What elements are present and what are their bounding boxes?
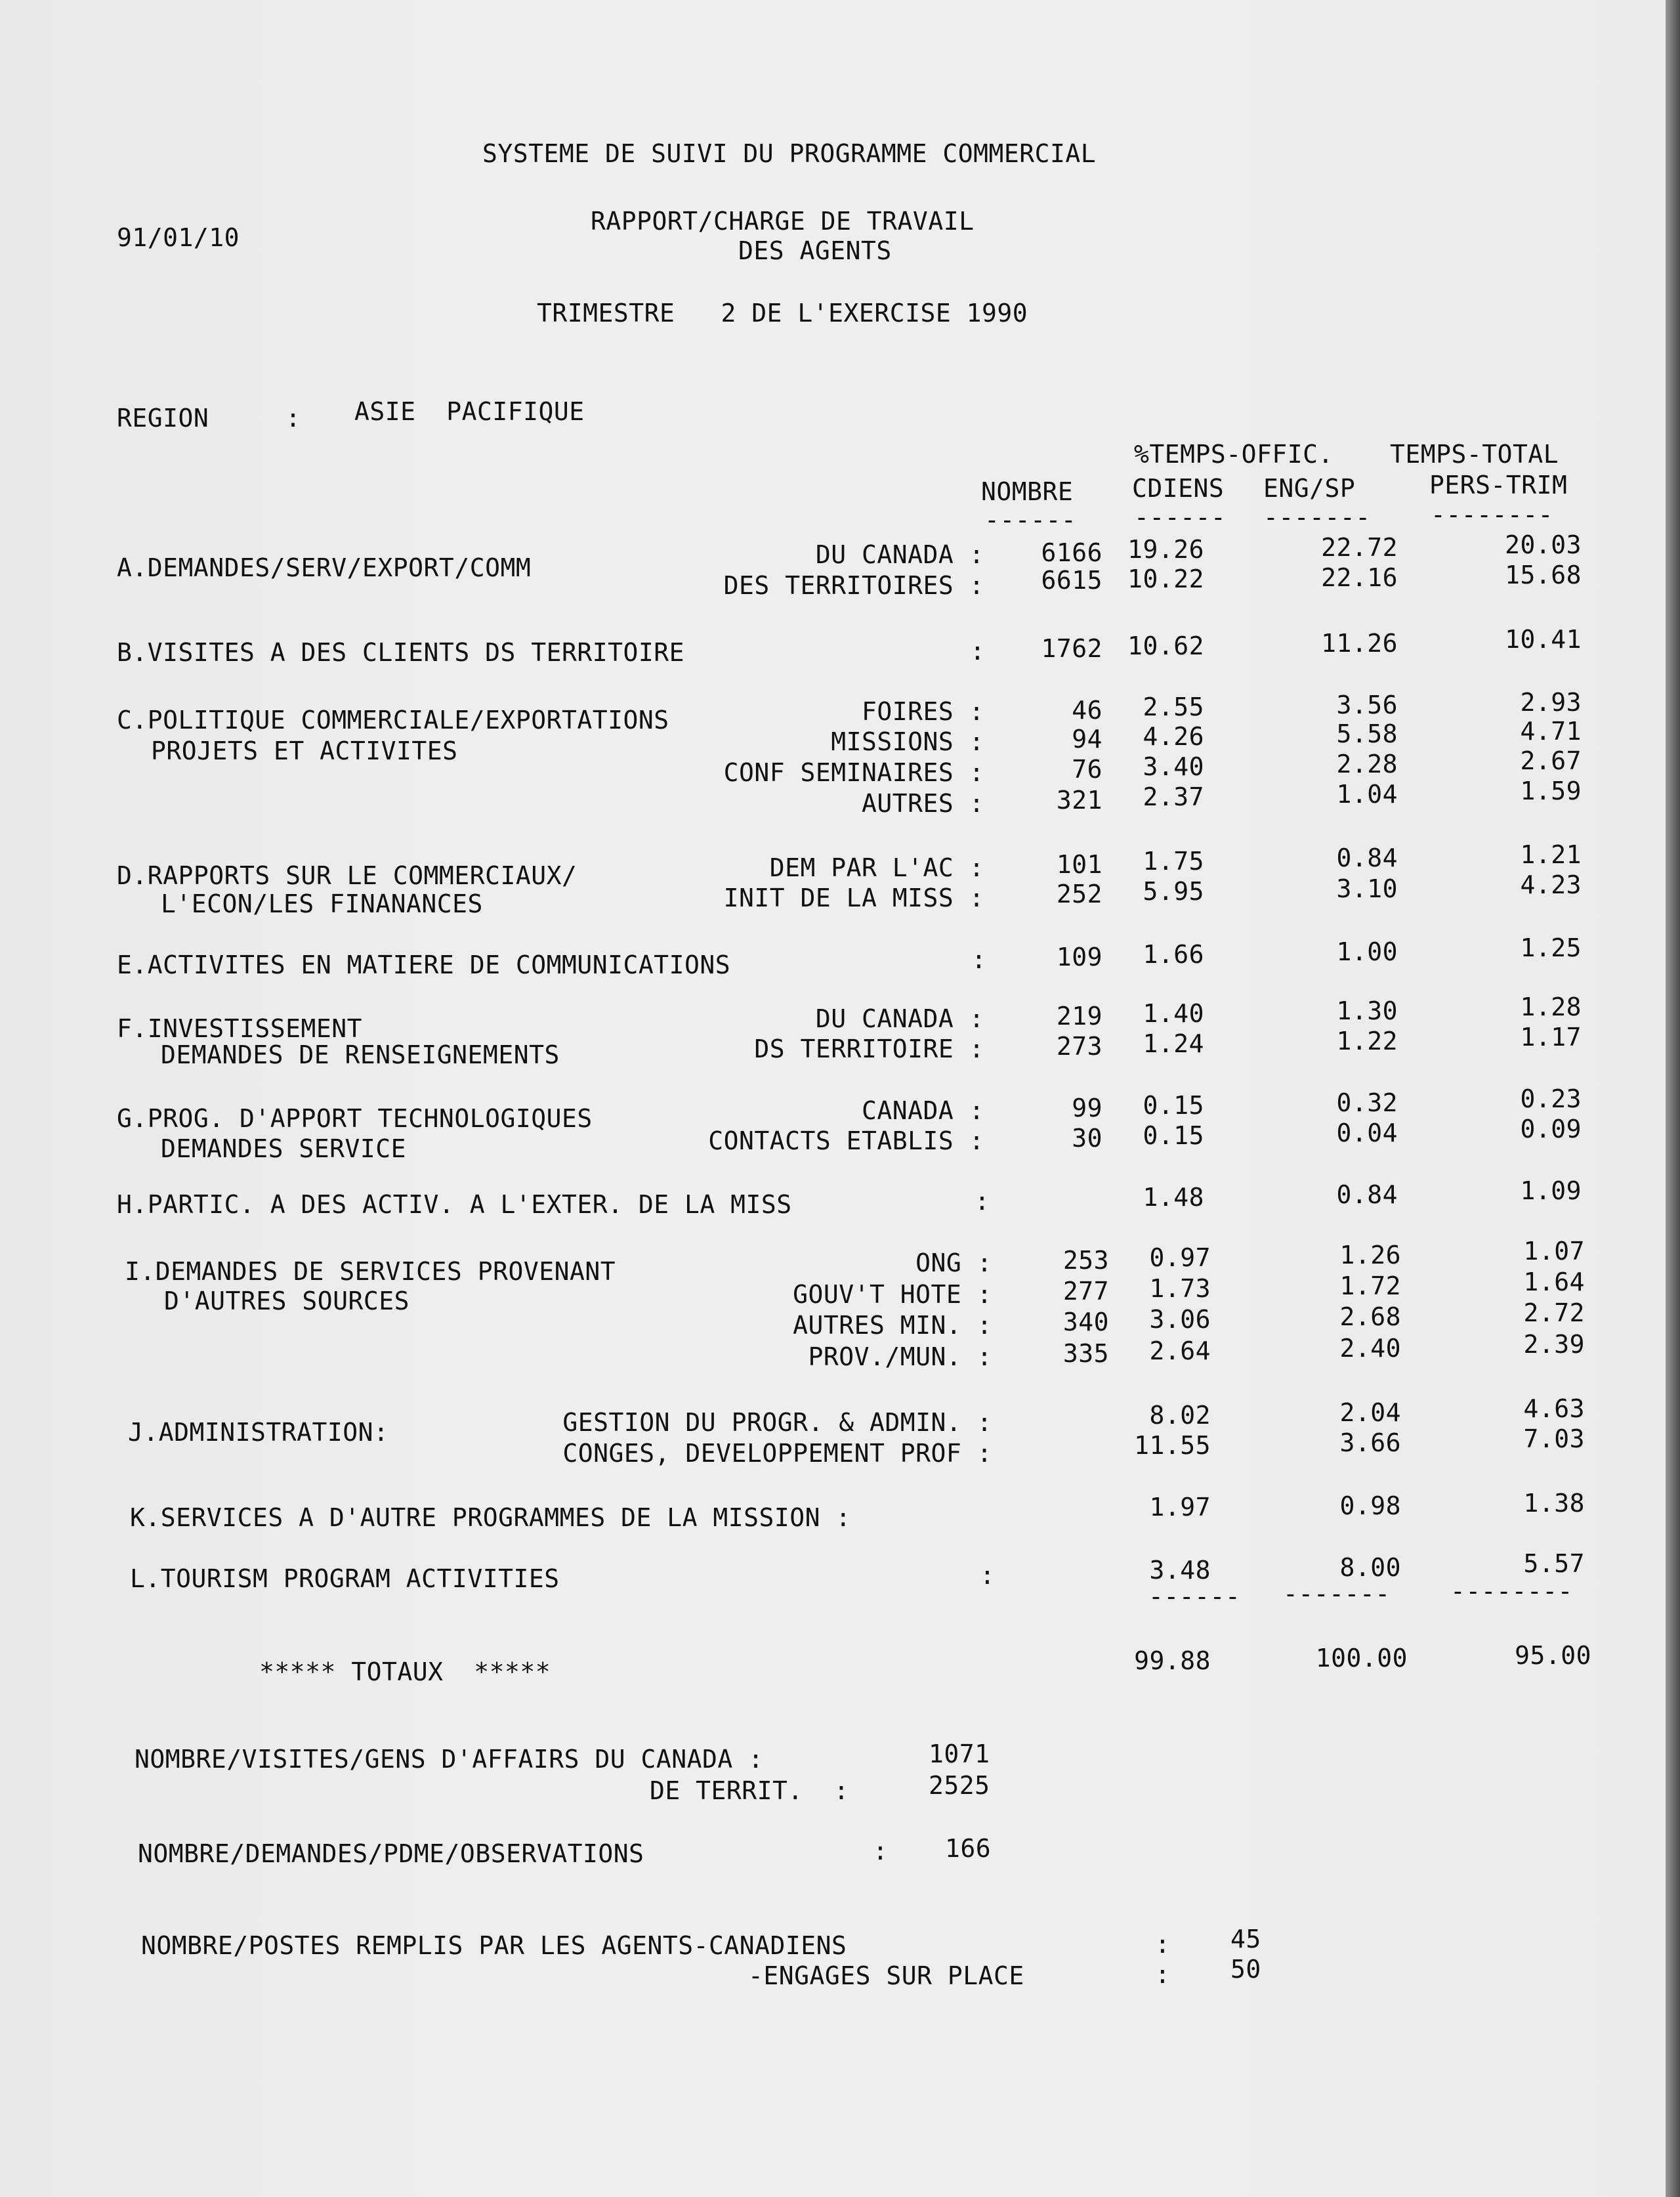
cell-engsp: 3.56 bbox=[1336, 691, 1398, 719]
cell-cdiens: 0.15 bbox=[1143, 1121, 1204, 1150]
cell-cdiens: 10.22 bbox=[1127, 565, 1204, 593]
cell-nombre: 6166 bbox=[1041, 538, 1102, 567]
cell-engsp: 1.30 bbox=[1336, 996, 1398, 1025]
cell-engsp: 0.84 bbox=[1336, 843, 1398, 872]
col-rule-total: -------- bbox=[1431, 500, 1554, 529]
cell-engsp: 2.40 bbox=[1339, 1334, 1401, 1363]
cell-total: 4.71 bbox=[1520, 717, 1582, 746]
cell-engsp: 22.16 bbox=[1321, 563, 1398, 592]
cell-total: 1.28 bbox=[1520, 992, 1582, 1021]
cell-engsp: 2.68 bbox=[1339, 1302, 1401, 1331]
cell-engsp: 1.22 bbox=[1336, 1027, 1398, 1056]
cell-nombre: 6615 bbox=[1041, 566, 1102, 595]
col-rule-nombre: ------ bbox=[984, 505, 1077, 534]
cell-engsp: 1.00 bbox=[1336, 937, 1398, 966]
row-label: PROV./MUN. : bbox=[808, 1342, 992, 1371]
cell-total: 1.21 bbox=[1520, 840, 1582, 869]
footer-postes-value: 45 bbox=[1230, 1925, 1261, 1953]
cell-nombre: 101 bbox=[1056, 850, 1102, 879]
row-label: FOIRES : bbox=[861, 697, 984, 726]
row-label: INIT DE LA MISS : bbox=[723, 884, 984, 912]
cell-nombre: 46 bbox=[1072, 696, 1102, 725]
cell-engsp: 3.66 bbox=[1339, 1428, 1401, 1457]
section-l-title: L.TOURISM PROGRAM ACTIVITIES bbox=[130, 1564, 560, 1593]
cell-cdiens: 1.40 bbox=[1143, 999, 1204, 1028]
totals-cdiens: 99.88 bbox=[1134, 1646, 1211, 1675]
footer-visits-value: 1071 bbox=[929, 1739, 990, 1768]
region-value: ASIE PACIFIQUE bbox=[354, 397, 585, 426]
row-label: AUTRES MIN. : bbox=[793, 1311, 992, 1340]
row-label: DEM PAR L'AC : bbox=[769, 853, 984, 882]
cell-cdiens: 3.48 bbox=[1149, 1556, 1211, 1585]
cell-total: 10.41 bbox=[1505, 625, 1582, 654]
totals-rule-engsp: ------- bbox=[1283, 1579, 1391, 1608]
region-label: REGION : bbox=[117, 404, 301, 433]
cell-nombre: 219 bbox=[1056, 1002, 1102, 1031]
cell-cdiens: 2.37 bbox=[1143, 782, 1204, 811]
cell-cdiens: 11.55 bbox=[1134, 1431, 1211, 1460]
row-label: CONGES, DEVELOPPEMENT PROF : bbox=[562, 1439, 992, 1468]
totals-engsp: 100.00 bbox=[1315, 1644, 1408, 1673]
cell-engsp: 5.58 bbox=[1336, 719, 1398, 748]
cell-cdiens: 1.75 bbox=[1143, 847, 1204, 876]
cell-cdiens: 3.06 bbox=[1149, 1305, 1211, 1334]
section-a-title: A.DEMANDES/SERV/EXPORT/COMM bbox=[117, 553, 532, 582]
section-c-subtitle: PROJETS ET ACTIVITES bbox=[151, 736, 458, 765]
row-label: DU CANADA : bbox=[815, 1004, 984, 1033]
cell-nombre: 321 bbox=[1056, 786, 1102, 815]
cell-total: 1.38 bbox=[1523, 1489, 1585, 1518]
cell-total: 1.25 bbox=[1520, 933, 1582, 962]
cell-nombre: 340 bbox=[1062, 1308, 1109, 1336]
cell-cdiens: 1.48 bbox=[1143, 1183, 1204, 1212]
section-i-subtitle: D'AUTRES SOURCES bbox=[164, 1287, 410, 1315]
footer-engages-colon: : bbox=[1155, 1960, 1171, 1989]
col-header-total-bot: PERS-TRIM bbox=[1429, 471, 1568, 500]
cell-total: 1.59 bbox=[1520, 777, 1582, 805]
cell-nombre: 76 bbox=[1072, 755, 1102, 784]
cell-cdiens: 0.15 bbox=[1143, 1091, 1204, 1120]
totals-total: 95.00 bbox=[1515, 1641, 1591, 1670]
report-title: SYSTEME DE SUIVI DU PROGRAMME COMMERCIAL bbox=[482, 139, 1097, 168]
cell-nombre: 1762 bbox=[1041, 634, 1102, 663]
cell-cdiens: 8.02 bbox=[1149, 1401, 1211, 1430]
section-b-title: B.VISITES A DES CLIENTS DS TERRITOIRE bbox=[117, 638, 684, 667]
row-label: ONG : bbox=[915, 1248, 992, 1277]
cell-total: 5.57 bbox=[1523, 1549, 1585, 1578]
section-g-title: G.PROG. D'APPORT TECHNOLOGIQUES bbox=[117, 1104, 593, 1133]
row-label: : bbox=[971, 945, 987, 974]
cell-cdiens: 1.24 bbox=[1143, 1029, 1204, 1058]
footer-territ-value: 2525 bbox=[929, 1771, 990, 1800]
cell-nombre: 335 bbox=[1062, 1339, 1109, 1368]
cell-engsp: 0.84 bbox=[1336, 1180, 1398, 1209]
footer-postes-colon: : bbox=[1155, 1930, 1171, 1959]
cell-cdiens: 1.73 bbox=[1149, 1274, 1211, 1303]
cell-total: 20.03 bbox=[1505, 530, 1582, 559]
row-label: DS TERRITOIRE : bbox=[754, 1035, 984, 1063]
footer-engages-label: -ENGAGES SUR PLACE bbox=[748, 1961, 1024, 1990]
cell-total: 1.09 bbox=[1520, 1176, 1582, 1205]
section-k-title: K.SERVICES A D'AUTRE PROGRAMMES DE LA MISSION : bbox=[130, 1503, 851, 1532]
row-label: : bbox=[970, 637, 986, 666]
report-subtitle-1: RAPPORT/CHARGE DE TRAVAIL bbox=[591, 207, 975, 236]
cell-total: 1.17 bbox=[1520, 1023, 1582, 1052]
cell-nombre: 277 bbox=[1062, 1277, 1109, 1306]
section-c-title: C.POLITIQUE COMMERCIALE/EXPORTATIONS bbox=[117, 706, 669, 735]
cell-total: 4.63 bbox=[1523, 1394, 1585, 1423]
cell-cdiens: 19.26 bbox=[1127, 535, 1204, 564]
footer-pdme-label: NOMBRE/DEMANDES/PDME/OBSERVATIONS bbox=[138, 1839, 644, 1868]
row-label: GOUV'T HOTE : bbox=[793, 1280, 992, 1309]
cell-cdiens: 1.97 bbox=[1149, 1493, 1211, 1522]
section-f-subtitle: DEMANDES DE RENSEIGNEMENTS bbox=[161, 1040, 560, 1069]
cell-total: 0.09 bbox=[1520, 1115, 1582, 1143]
footer-visits-label: NOMBRE/VISITES/GENS D'AFFAIRS DU CANADA : bbox=[135, 1745, 764, 1774]
section-f-title: F.INVESTISSEMENT bbox=[117, 1014, 363, 1043]
cell-nombre: 94 bbox=[1072, 725, 1102, 754]
row-label: MISSIONS : bbox=[831, 727, 984, 756]
footer-territ-label: DE TERRIT. : bbox=[650, 1776, 849, 1805]
section-j-title: J.ADMINISTRATION: bbox=[128, 1418, 389, 1447]
section-d-title: D.RAPPORTS SUR LE COMMERCIAUX/ bbox=[117, 861, 578, 890]
cell-total: 2.93 bbox=[1520, 688, 1582, 717]
report-period: TRIMESTRE 2 DE L'EXERCISE 1990 bbox=[537, 299, 1028, 328]
footer-pdme-value: 166 bbox=[945, 1834, 992, 1863]
cell-engsp: 1.26 bbox=[1339, 1241, 1401, 1269]
row-label: CANADA : bbox=[861, 1096, 984, 1125]
cell-engsp: 0.32 bbox=[1336, 1088, 1398, 1117]
report-date: 91/01/10 bbox=[117, 223, 240, 252]
section-i-title: I.DEMANDES DE SERVICES PROVENANT bbox=[125, 1257, 616, 1286]
row-label: DES TERRITOIRES : bbox=[723, 571, 984, 600]
cell-total: 4.23 bbox=[1520, 870, 1582, 899]
col-header-nombre: NOMBRE bbox=[981, 477, 1074, 506]
footer-engages-value: 50 bbox=[1230, 1955, 1261, 1984]
footer-pdme-colon: : bbox=[873, 1837, 889, 1866]
cell-total: 15.68 bbox=[1505, 561, 1582, 589]
cell-total: 2.67 bbox=[1520, 746, 1582, 775]
cell-total: 2.72 bbox=[1523, 1298, 1585, 1327]
cell-cdiens: 2.55 bbox=[1143, 693, 1204, 721]
cell-engsp: 11.26 bbox=[1321, 629, 1398, 658]
cell-engsp: 3.10 bbox=[1336, 874, 1398, 903]
cell-cdiens: 1.66 bbox=[1143, 940, 1204, 969]
row-label: : bbox=[975, 1187, 990, 1216]
cell-total: 1.07 bbox=[1523, 1237, 1585, 1266]
row-label: GESTION DU PROGR. & ADMIN. : bbox=[562, 1408, 992, 1437]
cell-engsp: 0.98 bbox=[1339, 1491, 1401, 1520]
cell-total: 1.64 bbox=[1523, 1268, 1585, 1296]
cell-cdiens: 10.62 bbox=[1127, 631, 1204, 660]
row-label: DU CANADA : bbox=[815, 540, 984, 569]
cell-engsp: 2.28 bbox=[1336, 750, 1398, 779]
cell-cdiens: 0.97 bbox=[1149, 1243, 1211, 1272]
section-d-subtitle: L'ECON/LES FINANANCES bbox=[161, 889, 483, 918]
col-header-engsp: ENG/SP bbox=[1263, 474, 1356, 503]
row-label: CONF SEMINAIRES : bbox=[723, 758, 984, 787]
cell-nombre: 109 bbox=[1056, 943, 1102, 971]
footer-postes-label: NOMBRE/POSTES REMPLIS PAR LES AGENTS-CANADIENS bbox=[141, 1931, 847, 1960]
col-rule-engsp: ------- bbox=[1263, 503, 1371, 532]
cell-cdiens: 4.26 bbox=[1143, 722, 1204, 751]
totals-label: ***** TOTAUX ***** bbox=[259, 1657, 551, 1686]
cell-engsp: 22.72 bbox=[1321, 533, 1398, 562]
cell-total: 2.39 bbox=[1523, 1330, 1585, 1359]
cell-engsp: 2.04 bbox=[1339, 1398, 1401, 1427]
cell-nombre: 253 bbox=[1062, 1246, 1109, 1275]
cell-nombre: 273 bbox=[1056, 1032, 1102, 1061]
cell-engsp: 1.04 bbox=[1336, 780, 1398, 809]
col-header-total-top: TEMPS-TOTAL bbox=[1390, 440, 1559, 469]
section-h-title: H.PARTIC. A DES ACTIV. A L'EXTER. DE LA MISS bbox=[117, 1190, 792, 1219]
totals-rule-total: -------- bbox=[1450, 1577, 1574, 1606]
cell-nombre: 99 bbox=[1072, 1094, 1102, 1122]
row-label: : bbox=[980, 1561, 996, 1590]
cell-total: 0.23 bbox=[1520, 1084, 1582, 1113]
section-e-title: E.ACTIVITES EN MATIERE DE COMMUNICATIONS bbox=[117, 950, 731, 979]
col-header-cdiens: CDIENS bbox=[1132, 474, 1225, 503]
cell-nombre: 252 bbox=[1056, 880, 1102, 908]
cell-cdiens: 2.64 bbox=[1149, 1336, 1211, 1365]
col-header-pct: %TEMPS-OFFIC. bbox=[1134, 440, 1334, 469]
section-g-subtitle: DEMANDES SERVICE bbox=[161, 1134, 407, 1163]
col-rule-cdiens: ------ bbox=[1134, 503, 1227, 532]
totals-rule-cdiens: ------ bbox=[1148, 1582, 1241, 1611]
cell-cdiens: 5.95 bbox=[1143, 877, 1204, 906]
cell-nombre: 30 bbox=[1072, 1124, 1102, 1153]
row-label: AUTRES : bbox=[861, 789, 984, 818]
cell-total: 7.03 bbox=[1523, 1424, 1585, 1453]
cell-engsp: 1.72 bbox=[1339, 1271, 1401, 1300]
row-label: CONTACTS ETABLIS : bbox=[708, 1126, 984, 1155]
cell-engsp: 0.04 bbox=[1336, 1119, 1398, 1147]
cell-engsp: 8.00 bbox=[1339, 1553, 1401, 1582]
report-subtitle-2: DES AGENTS bbox=[738, 236, 892, 265]
cell-cdiens: 3.40 bbox=[1143, 752, 1204, 781]
